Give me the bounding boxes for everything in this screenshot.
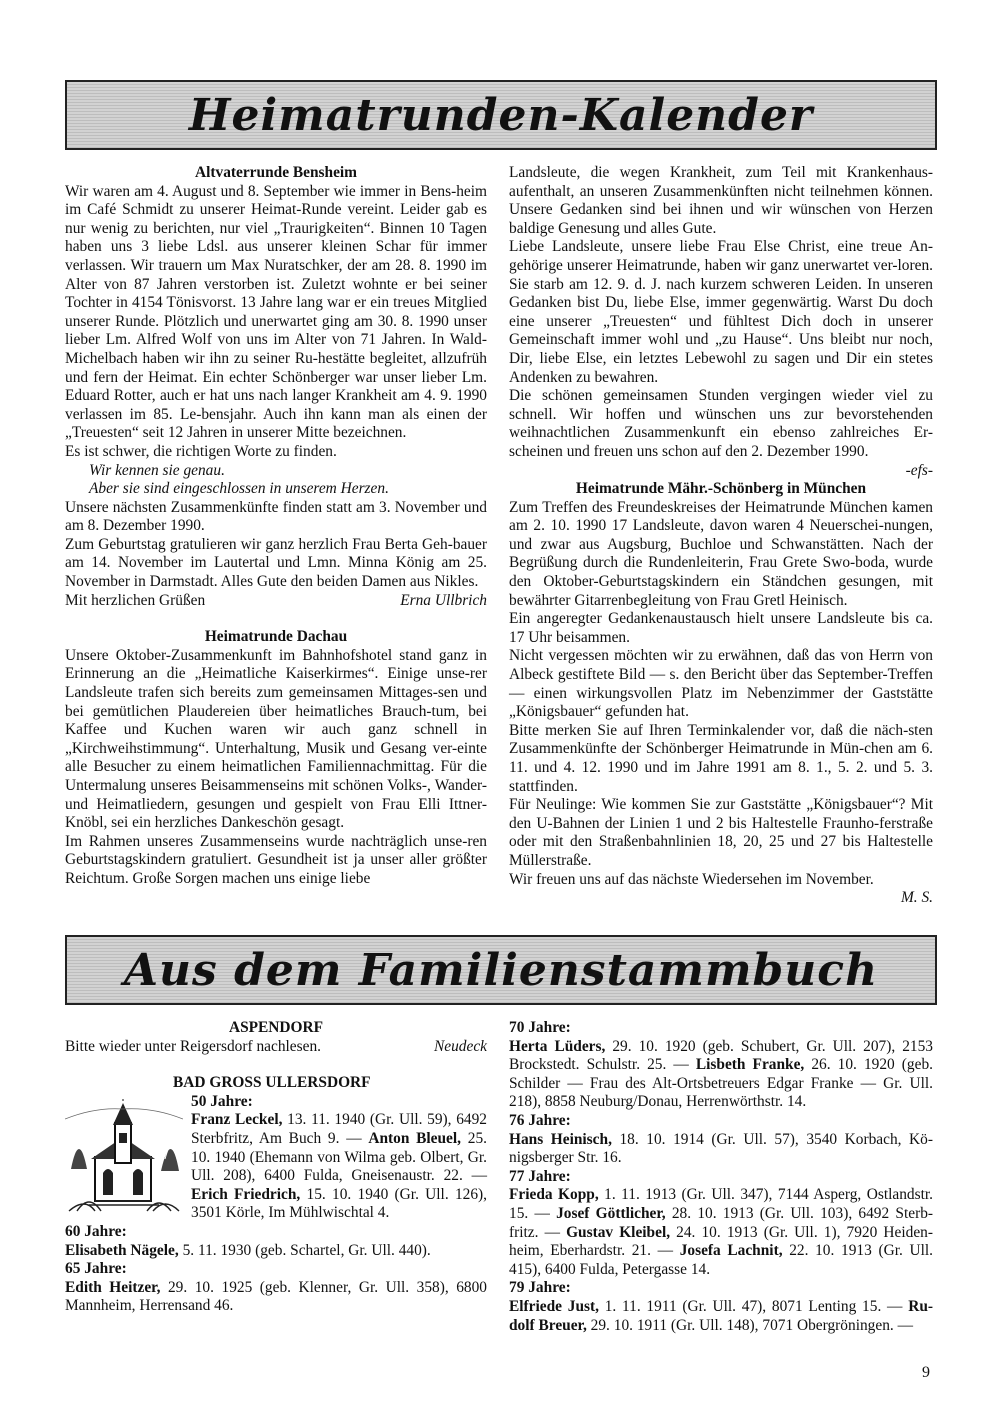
- entry-text: 28. 10. 1913 (Gr. Ull. 103), 6492 Sterb-fritz. —: [509, 1204, 934, 1241]
- bad-gross-heading: BAD GROSS ULLERSDORF: [173, 1074, 371, 1092]
- entry-text: 29. 10. 1920 (geb. Schubert, Gr. Ull. 207), 2153 Brockstedt. Schulstr. 25. —: [509, 1037, 933, 1074]
- dachau-cont-para: Liebe Landsleute, unsere liebe Frau Else Christ, eine treue An-gehörige unserer Heimatrunde, haben wir ganz unerwartet ver-loren. Sie starb am 12. 9. d. J. nach kurzem schweren Leiden. In unseren Gedanken bist Du, liebe Else, immer gegenwärtig. Warst Du doch eine unserer „Treuesten“ und fühltest Dich doch in unserer Gemeinschaft immer wohl und „zu Hause“. Uns bleibt nur noch, Dir, liebe Else, ein letztes Lebewohl zu sagen und Dir ein stetes Andenken zu bewahren.: [509, 238, 933, 386]
- bensheim-poem-line: Aber sie sind eingeschlossen in unserem Herzen.: [89, 480, 389, 498]
- entry-text: 29. 10. 1925 (geb. Klenner, Gr. Ull. 358), 6800 Mannheim, Herrensand 46.: [65, 1278, 488, 1315]
- chapel-illustration: [65, 1099, 183, 1217]
- entry-text: 1. 11. 1913 (Gr. Ull. 347), 7144 Asperg, Ostlandstr. 15. —: [509, 1186, 934, 1222]
- g70-label: 70 Jahre:: [509, 1019, 571, 1036]
- aspendorf-place: Neudeck: [434, 1037, 487, 1055]
- family-banner: [65, 935, 937, 1005]
- entry-text: 5. 11. 1930 (geb. Schartel, Gr. Ull. 440).: [178, 1241, 431, 1259]
- g65-label: 65 Jahre:: [65, 1260, 127, 1278]
- entry-name: Lisbeth Franke,: [695, 1056, 805, 1074]
- dachau-para: Unsere Oktober-Zusammenkunft im Bahnhofshotel stand ganz in Erinnerung an die „Heimatliche Kaiserkirmes“. Einige unse-rer Landsleute trafen sich bereits zum gemeinsamen Mittages-sen und bei gemütlichen Plaudereien über heimatliches Brauch-tum, bei Kaffee und Kuchen waren wir auch ganz schnell in „Kirchweihstimmung“. Unterhaltung, Musik und Gesang ver-einte alle Besucher zu einem heimatlichen Familiennachmittag. Für die Untermalung unseres Beisammenseins mit schönen Volks-, Wander- und Heimatliedern, gesungen und gespielt von Frau Elli Ittner-Knöbl, sei ein herzliches Dankeschön gesagt.: [65, 646, 487, 832]
- bensheim-para: Unsere nächsten Zusammenkünfte finden statt am 3. November und am 8. Dezember 1990.: [65, 498, 487, 535]
- entry-name: Frieda Kopp,: [509, 1186, 599, 1204]
- entry-text: 13. 11. 1940 (Gr. Ull. 59), 6492 Sterbfritz, Am Buch 9. —: [191, 1111, 487, 1147]
- dachau-para: Im Rahmen unseres Zusammenseins wurde nachträglich unse-ren Geburtstagskindern gratuliert. Gesundheit ist ja unser aller größter Reichtum. Große Sorgen machen uns einige liebe: [65, 832, 487, 887]
- bensheim-para: Es ist schwer, die richtigen Worte zu finden.: [65, 442, 337, 460]
- entry-text: 25. 10. 1940 (Ehemann von Wilma geb. Olbert, Gr. Ull. 208), 6400 Fulda, Gneisenaustr. 22. —: [191, 1129, 487, 1185]
- dachau-signature: -efs-: [905, 461, 933, 479]
- family-right-column: [509, 1019, 933, 1335]
- entry-text: 24. 10. 1913 (Gr. Ull. 1), 7920 Heiden-heim, Eberhardstr. 21. —: [509, 1223, 933, 1260]
- page-number: 9: [922, 1364, 930, 1381]
- entry-text: 18. 10. 1914 (Gr. Ull. 57), 3540 Korbach, Kö-nigsberger Str. 16.: [509, 1130, 933, 1167]
- entry-text: 29. 10. 1911 (Gr. Ull. 148), 7071 Obergröningen. —: [586, 1316, 913, 1334]
- entry-name: Anton Bleuel,: [368, 1129, 462, 1147]
- entry-name: Hans Heinisch,: [509, 1130, 612, 1148]
- calendar-banner-title: Heimatrunden-Kalender: [188, 89, 814, 141]
- bensheim-signature: Erna Ullbrich: [400, 591, 487, 609]
- bensheim-para: Zum Geburtstag gratulieren wir ganz herzlich Frau Berta Geh-bauer am 14. November im Lautertal und Lmn. Minna König am 25. November in Darmstadt. Alles Gute den beiden Damen aus Nikles.: [65, 535, 487, 591]
- g77-label: 77 Jahre:: [509, 1167, 571, 1185]
- bensheim-signoff: [65, 592, 487, 611]
- g79-label: 79 Jahre:: [509, 1279, 571, 1297]
- entry-name: Elfriede Just,: [509, 1297, 599, 1315]
- entry-name: Edith Heitzer,: [65, 1278, 161, 1296]
- bensheim-poem-line: Wir kennen sie genau.: [89, 461, 225, 479]
- family-left-column: [65, 1019, 487, 1316]
- entry-name: Ru-dolf Breuer,: [509, 1297, 934, 1334]
- g60-label: 60 Jahre:: [65, 1222, 127, 1240]
- aspendorf-text: Bitte wieder unter Reigersdorf nachlesen.: [65, 1037, 321, 1055]
- entry-text: 22. 10. 1913 (Gr. Ull. 415), 6400 Fulda, Petergasse 14.: [509, 1242, 933, 1278]
- family-banner-title: Aus dem Familienstammbuch: [123, 944, 879, 996]
- muenchen-para: Für Neulinge: Wie kommen Sie zur Gaststätte „Königsbauer“? Mit den U-Bahnen der Linien 1 und 2 bis Haltestelle Fraunho-ferstraße oder mit den Straßenbahnlinien 18, 20, 25 und 27 bis Haltestelle Müllerstraße.: [509, 796, 933, 869]
- entry-name: Herta Lüders,: [509, 1037, 606, 1055]
- entry-text: 15. 10. 1940 (Gr. Ull. 126), 3501 Körle, Im Mühlwischtal 4.: [191, 1185, 487, 1222]
- muenchen-para: Nicht vergessen möchten wir zu erwähnen, daß das von Herrn von Albeck gestiftete Bild — s. den Bericht über das September-Treffen — einen wirkungsvollen Platz im Nebenzimmer der Gaststätte „Königsbauer“ gefunden hat.: [509, 647, 933, 721]
- entry-name: Josefa Lachnit,: [679, 1242, 783, 1260]
- bensheim-para: Wir waren am 4. August und 8. September wie immer in Bens-heim im Café Schmidt zu unserer Heimat-Runde vereint. Leider gab es nur wenig zu berichten, nur viel „Traurigkeiten“. Binnen 10 Tagen haben uns 3 liebe Ldsl. aus unserer kleinen Schar für immer verlassen. Wir trauern um Max Nuratschker, der am 28. 8. 1990 im Alter von 87 Jahren verstorben ist. Zuletzt wohnte er bei seiner Tochter in 4154 Tönisvorst. 13 Jahre lang war er ein treues Mitglied unserer Runde. Plötzlich und unerwartet ging am 30. 8. 1990 unser lieber Lm. Alfred Wolf von uns im Alter von 71 Jahren. In Wald-Michelbach haben wir ihn zu seiner Ru-hestätte begleitet, allzufrüh und fern der Heimat. Ein echter Schönberger war unser lieber Lm. Eduard Rotter, auch er hat uns nach langer Krankheit am 4. 9. 1990 verlassen im 85. Le-bensjahr. Auch ihn kann man als einen der „Treuesten“ seit 12 Jahren in unserer Mitte bezeichnen.: [65, 182, 487, 442]
- entry-name: Gustav Kleibel,: [566, 1223, 671, 1241]
- muenchen-para: Zum Treffen des Freundeskreises der Heimatrunde München kamen am 2. 10. 1990 17 Landsleute, davon waren 4 Neuerschei-nungen, und zwar aus Augsburg, Buchloe und Schwanstätten. Nach der Begrüßung durch die Rundenleiterin, Frau Grete Swo-boda, wurde den Oktober-Geburtstagskindern ein Ständchen gesungen, mit bewährter Gitarrenbegleitung von Frau Gretl Heinisch.: [509, 498, 933, 609]
- entry-name: Franz Leckel,: [191, 1111, 283, 1129]
- entry-name: Elisabeth Nägele,: [65, 1241, 179, 1259]
- g50-block: [65, 1093, 487, 1223]
- dachau-heading: Heimatrunde Dachau: [204, 628, 348, 646]
- entry-name: Josef Göttlicher,: [556, 1204, 666, 1222]
- muenchen-para: Ein angeregter Gedankenaustausch hielt unsere Landsleute bis ca. 17 Uhr beisammen.: [509, 610, 933, 646]
- calendar-banner: [65, 80, 937, 150]
- muenchen-para: Bitte merken Sie auf Ihren Terminkalender vor, daß die näch-sten Zusammenkünfte der Schönberger Heimatrunde in Mün-chen am 6. 11. und 4. 12. 1990 und im Jahre 1991 am 8. 1., 5. 2. und 5. 3. stattfinden.: [509, 721, 933, 795]
- muenchen-heading: Heimatrunde Mähr.-Schönberg in München: [575, 480, 867, 498]
- aspendorf-heading: ASPENDORF: [228, 1019, 324, 1036]
- aspendorf-row: [65, 1038, 487, 1057]
- left-column: [65, 164, 487, 889]
- entry-text: 1. 11. 1911 (Gr. Ull. 47), 8071 Lenting 15. —: [598, 1297, 909, 1315]
- bensheim-heading: Altvaterrunde Bensheim: [194, 164, 357, 181]
- dachau-cont-para: Landsleute, die wegen Krankheit, zum Teil mit Krankenhaus-aufenthalt, an unseren Zusammenkünften nicht teilnehmen können. Unsere Gedanken sind bei ihnen und wir wünschen von Herzen baldige Genesung und alles Gute.: [509, 164, 933, 237]
- dachau-cont-para: Die schönen gemeinsamen Stunden vergingen wieder viel zu schnell. Wir hoffen und wünschen uns zur bevorstehenden weihnachtlichen Zusammenkunft ein ebenso zahlreiches Er-scheinen und freuen uns schon auf den 2. Dezember 1990.: [509, 387, 933, 460]
- bensheim-closing: Mit herzlichen Grüßen: [65, 591, 206, 609]
- muenchen-para: Wir freuen uns auf das nächste Wiedersehen im November.: [509, 870, 874, 888]
- muenchen-signature: M. S.: [900, 889, 933, 907]
- right-column: [509, 164, 933, 908]
- entry-text: 26. 10. 1920 (geb. Schilder — Frau des Alt-Ortsbetreuers Edgar Franke — Gr. Ull. 218), 8858 Neuburg/Donau, Herrenwörthstr. 14.: [509, 1056, 933, 1111]
- g50-label: 50 Jahre:: [191, 1092, 253, 1110]
- g76-label: 76 Jahre:: [509, 1111, 571, 1129]
- entry-name: Erich Friedrich,: [191, 1185, 301, 1203]
